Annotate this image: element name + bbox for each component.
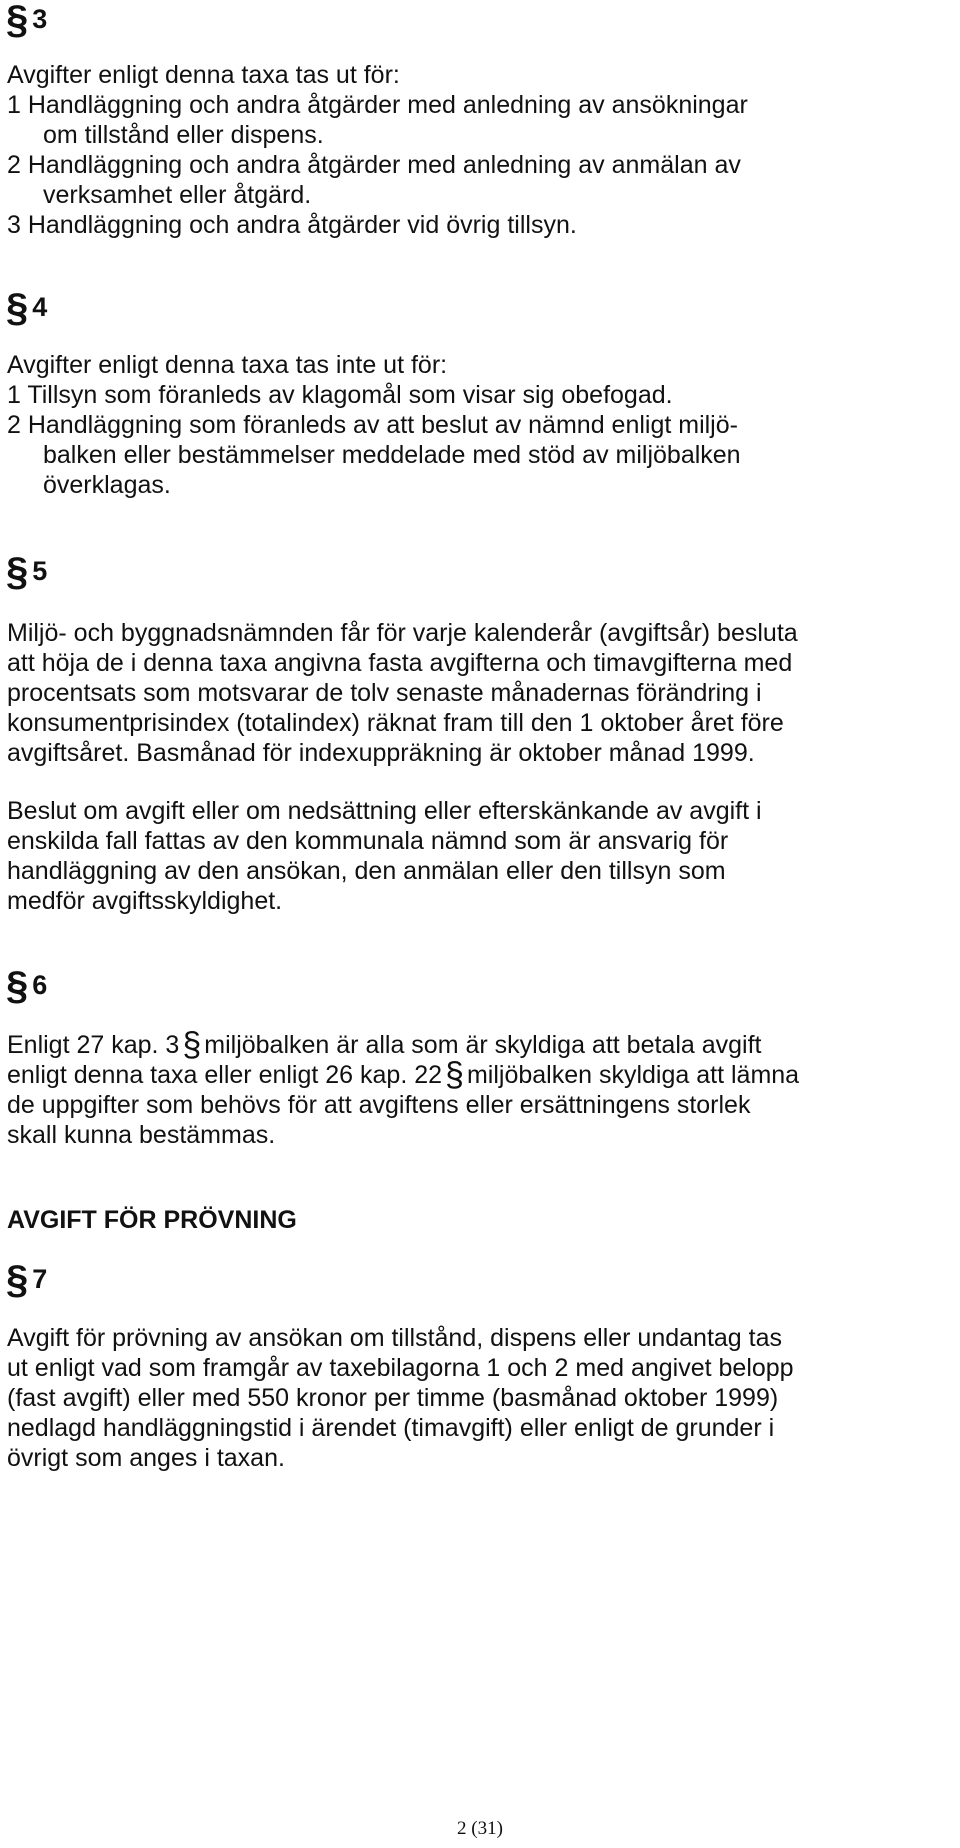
section-6-line: skall kunna bestämmas.: [7, 1121, 276, 1149]
section-5-line: medför avgiftsskyldighet.: [7, 887, 283, 915]
section-4-number: 4: [32, 292, 48, 322]
section-sign-icon: §: [6, 964, 29, 1008]
section-4-line: 1 Tillsyn som föranleds av klagomål som visar sig obefogad.: [7, 381, 673, 409]
section-5-heading: [6, 550, 48, 594]
section-5-line: att höja de i denna taxa angivna fasta avgifterna och timavgifterna med: [7, 649, 793, 677]
section-6-line: [7, 1026, 947, 1064]
section-7-line: Avgift för prövning av ansökan om tillstånd, dispens eller undantag tas: [7, 1324, 782, 1352]
section-4-line: 2 Handläggning som föranleds av att beslut av nämnd enligt miljö-: [7, 411, 738, 439]
section-3-heading: [6, 0, 48, 42]
section-4-heading: [6, 286, 48, 330]
section-5-paragraph-2: [7, 796, 947, 916]
section-4-line: överklagas.: [43, 471, 171, 499]
section-6-line: de uppgifter som behövs för att avgiftens eller ersättningens storlek: [7, 1091, 751, 1119]
section-sign-icon: §: [445, 1056, 464, 1094]
section-3-body: [7, 60, 947, 240]
section-7-heading: [6, 1258, 48, 1302]
section-6-text: enligt denna taxa eller enligt 26 kap. 22: [7, 1061, 443, 1089]
section-6-text: Enligt 27 kap. 3: [7, 1031, 180, 1059]
section-sign-icon: §: [6, 0, 29, 42]
section-7-line: nedlagd handläggningstid i ärendet (timavgift) eller enligt de grunder i: [7, 1414, 775, 1442]
section-5-line: Beslut om avgift eller om nedsättning eller efterskänkande av avgift i: [7, 797, 762, 825]
section-6-heading: [6, 964, 48, 1008]
section-7-body: [7, 1323, 947, 1473]
section-sign-icon: §: [6, 286, 29, 330]
heading-avgift-for-provning: AVGIFT FÖR PRÖVNING: [7, 1206, 297, 1234]
section-6-body: [7, 1026, 947, 1150]
section-7-line: (fast avgift) eller med 550 kronor per timme (basmånad oktober 1999): [7, 1384, 779, 1412]
section-3-line: 3 Handläggning och andra åtgärder vid övrig tillsyn.: [7, 211, 577, 239]
section-5-line: avgiftsåret. Basmånad för indexuppräkning är oktober månad 1999.: [7, 739, 755, 767]
section-4-line: balken eller bestämmelser meddelade med stöd av miljöbalken: [43, 441, 741, 469]
section-6-text: miljöbalken är alla som är skyldiga att betala avgift: [204, 1031, 762, 1059]
page-number: 2 (31): [457, 1818, 503, 1839]
section-3-line: 2 Handläggning och andra åtgärder med anledning av anmälan av: [7, 151, 741, 179]
section-sign-icon: §: [182, 1026, 202, 1064]
section-7-line: ut enligt vad som framgår av taxebilagorna 1 och 2 med angivet belopp: [7, 1354, 794, 1382]
section-3-line: om tillstånd eller dispens.: [43, 121, 324, 149]
section-7-number: 7: [32, 1264, 48, 1294]
section-5-line: handläggning av den ansökan, den anmälan eller den tillsyn som: [7, 857, 726, 885]
section-7-line: övrigt som anges i taxan.: [7, 1444, 285, 1472]
section-4-body: [7, 350, 947, 500]
section-5-line: Miljö- och byggnadsnämnden får för varje kalenderår (avgiftsår) besluta: [7, 619, 798, 647]
section-sign-icon: §: [6, 1258, 29, 1302]
section-5-number: 5: [32, 556, 48, 586]
section-5-line: enskilda fall fattas av den kommunala nämnd som är ansvarig för: [7, 827, 729, 855]
section-3-line: 1 Handläggning och andra åtgärder med anledning av ansökningar: [7, 91, 748, 119]
section-3-line: verksamhet eller åtgärd.: [43, 181, 312, 209]
section-5-line: konsumentprisindex (totalindex) räknat fram till den 1 oktober året före: [7, 709, 784, 737]
section-5-line: procentsats som motsvarar de tolv senaste månadernas förändring i: [7, 679, 762, 707]
section-6-line: [7, 1056, 947, 1094]
section-3-number: 3: [32, 4, 48, 34]
section-5-paragraph-1: [7, 618, 947, 768]
section-6-number: 6: [32, 970, 48, 1000]
section-3-line: Avgifter enligt denna taxa tas ut för:: [7, 61, 400, 89]
section-6-text: miljöbalken skyldiga att lämna: [466, 1061, 800, 1089]
section-4-line: Avgifter enligt denna taxa tas inte ut för:: [7, 351, 448, 379]
section-sign-icon: §: [6, 550, 29, 594]
